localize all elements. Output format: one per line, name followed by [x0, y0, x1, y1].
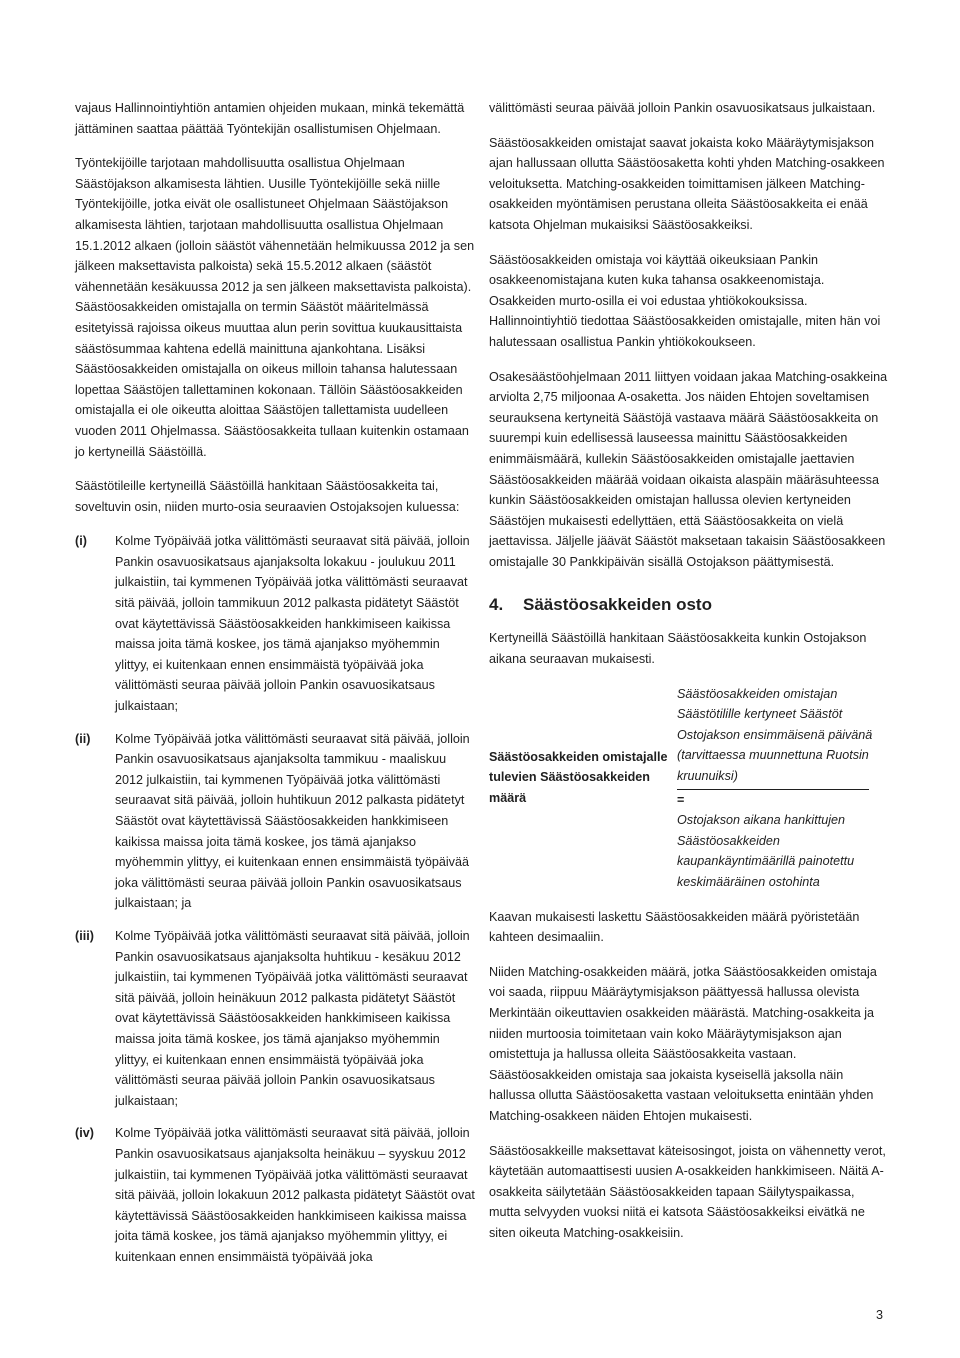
formula-fraction — [677, 684, 889, 893]
paragraph: Niiden Matching-osakkeiden määrä, jotka Säästöosakkeiden omistaja voi saada, riippuu Määräytymisjakson päättyessä hallussa olevista Merkintään oikeuttavien osakkeiden määrästä. Matching-osakkeita ja niiden murtoosia toimitetaan vain koko Määräytymisjakson ajan omistettuja ja hallussa olleita Säästöosakkeita vastaan. Säästöosakkeiden omistaja saa jokaista kyseisellä jaksolla näin hallussa ollutta Säästöosaketta vastaan veloituksetta enintään yhden Matching-osakkeen näiden Ehtojen mukaisesti. — [489, 964, 877, 1123]
formula-equals: = — [677, 789, 869, 811]
left-column — [75, 98, 475, 1279]
paragraph: vajaus Hallinnointiyhtiön antamien ohjeiden mukaan, minkä tekemättä jättäminen saattaa päättää Työntekijän osallistumisen Ohjelmaan. — [75, 101, 465, 136]
list-item — [75, 1123, 475, 1267]
formula-numerator: Säästöosakkeiden omistajan Säästötilille kertyneet Säästöt Ostojakson ensimmäisenä päivänä (tarvittaessa muunnettuna Ruotsin kruunuiksi) — [677, 686, 873, 784]
paragraph: Kaavan mukaisesti laskettu Säästöosakkeiden määrä pyöristetään kahteen desimaaliin. — [489, 909, 860, 945]
paragraph: Säästöosakkeiden omistajat saavat jokaista koko Määräytymisjakson ajan hallussaan ollutta Säästöosaketta kohti yhden Matching-osakkeen veloituksetta. Matching-osakkeiden toimittamisen jälkeen Matching-osakkeiden myöntämisen perustana olleita Säästöosakkeita ei enää katsota Ohjelman mukaisiksi Säästöosakkeiksi. — [489, 135, 885, 232]
paragraph: Työntekijöille tarjotaan mahdollisuutta osallistua Ohjelmaan Säästöjakson alkamisesta lähtien. Uusille Työntekijöille sekä niille Työntekijöille, jotka eivät ole osallistuneet Ohjelmaan Säästöjakson alkamisesta lähtien, tarjotaan mahdollisuutta osallistua Ohjelmaan 15.1.2012 alkaen (jolloin säästöt vähennetään helmikuussa 2012 ja sen jälkeen maksettavista palkoista) sekä 15.5.2012 alkaen (säästöt vähennetään kesäkuussa 2012 ja sen jälkeen maksettavista palkoista). Säästöosakkeiden omistajalla on termin Säästöt määritelmässä esitetyissä rajoissa oikeus muuttaa alun perin sovittua kuukausittaista säästösummaa kahtena edellä mainittuna ajankohtana. Lisäksi Säästöosakkeiden omistajalla on oikeus milloin tahansa halutessaan lopettaa Säästöjen tallettaminen kokonaan. Tällöin Säästöosakkeiden omistajalla ei ole oikeutta aloittaa Säästöjen tallettamista uudelleen vuoden 2011 Ohjelmassa. Säästöosakkeita tullaan kuitenkin ostamaan jo kertyneillä Säästöillä. — [75, 156, 475, 459]
paragraph: Säästöosakkeille maksettavat käteisosingot, joista on vähennetty verot, käytetään automaattisesti uusien A-osakkeiden hankkimiseen. Näitä A-osakkeita säilytetään Säästöosakkeiden tapaan Säilytyspaikassa, mutta selvyyden vuoksi niitä ei katsota Säästöosakkeiksi eivätkä ne siten oikeuta Matching-osakkeisiin. — [489, 1143, 886, 1240]
list-item — [75, 729, 475, 914]
list-text: Kolme Työpäivää jotka välittömästi seuraavat sitä päivää, jolloin Pankin osavuosikatsaus ajanjaksolta huhtikuu - kesäkuu 2012 julkaistiin, tai kymmenen Työpäivää jotka välittömästi seuraavat sitä päivää, jolloin heinäkuun 2012 palkasta pidätetyt Säästöt ovat käytettävissä Säästöosakkeiden hankkimiseen kaikissa maissa joita tämä koskee, jos tämä ajanjakso myöhemmin ylittyy, ei kuitenkaan ennen ensimmäistä työpäivää joka välittömästi seuraa päivää jolloin Pankin osavuosikatsaus julkaistaan; — [115, 928, 470, 1108]
paragraph: Säästötileille kertyneillä Säästöillä hankitaan Säästöosakkeita tai, soveltuvin osin, niiden murto-osia seuraavien Ostojaksojen kuluessa: — [75, 479, 460, 514]
formula-label: Säästöosakkeiden omistajalle tulevien Säästöosakkeiden määrä — [489, 749, 668, 805]
list-number: (iii) — [75, 928, 94, 943]
section-number: 4. — [489, 595, 504, 615]
paragraph: Säästöosakkeiden omistaja voi käyttää oikeuksiaan Pankin osakkeenomistajana kuten kuka tahansa osakkeenomistaja. Osakkeiden murto-osilla ei voi edustaa yhtiökokouksissa. Hallinnointiyhtiö tiedottaa Säästöosakkeiden omistajalle, miten hän voi halutessaan osallistua Pankin yhtiökokoukseen. — [489, 252, 881, 349]
list-item — [75, 531, 475, 716]
list-item — [75, 926, 475, 1111]
right-column — [489, 98, 889, 1258]
section-title: Säästöosakkeiden osto — [523, 595, 712, 615]
paragraph: Osakesäästöohjelmaan 2011 liittyen voidaan jakaa Matching-osakkeina arviolta 2,75 miljoonaa A-osaketta. Jos näiden Ehtojen soveltamisen seurauksena kertyneitä Säästöjä vastaava määrä Säästöosakkeita on suurempi kuin edellisessä lauseessa mainittu Säästöosakkeiden enimmäismäärä, kullekin Säästöosakkeiden omistajalle jaettavien Säästöosakkeiden määrää voidaan oikaista alaspäin määräsuhteessa kunkin Säästöosakkeiden omistajan hallussa olevien kertyneiden Säästöjen mukaisesti edellyttäen, että Säästöosakkeita on vielä jaettavissa. Jäljelle jäävät Säästöt maksetaan takaisin Säästöosakkeen omistajalle 30 Pankkipäivän sisällä Ostojakson päättymisestä. — [489, 369, 888, 569]
list-text: Kolme Työpäivää jotka välittömästi seuraavat sitä päivää, jolloin Pankin osavuosikatsaus ajanjaksolta tammikuu - maaliskuu 2012 julkaistiin, tai kymmenen Työpäivää jotka välittömästi seuraavat sitä päivää, jolloin huhtikuun 2012 palkasta pidätetyt Säästöt ovat käytettävissä Säästöosakkeiden hankkimiseen kaikissa maissa joita tämä koskee, jos tämä ajanjakso myöhemmin ylittyy, ei kuitenkaan ennen ensimmäistä työpäivää joka välittömästi seuraa päivää jolloin Pankin osavuosikatsaus julkaistaan; ja — [115, 731, 470, 911]
page-number: 3 — [876, 1308, 884, 1322]
paragraph: Kertyneillä Säästöillä hankitaan Säästöosakkeita kunkin Ostojakson aikana seuraavan mukaisesti. — [489, 631, 867, 667]
list-text: Kolme Työpäivää jotka välittömästi seuraavat sitä päivää, jolloin Pankin osavuosikatsaus ajanjaksolta heinäkuu – syyskuu 2012 julkaistiin, tai kymmenen Työpäivää jotka välittömästi seuraavat sitä päivää, jolloin lokakuun 2012 palkasta pidätetyt Säästöt ovat käytettävissä Säästöosakkeiden hankkimiseen kaikissa maissa joita tämä koskee, jos tämä ajanjakso myöhemmin ylittyy, ei kuitenkaan ennen ensimmäistä työpäivää joka — [115, 1126, 475, 1264]
list-text: Kolme Työpäivää jotka välittömästi seuraavat sitä päivää, jolloin Pankin osavuosikatsaus ajanjaksolta lokakuu - joulukuu 2011 julkaistiin, tai kymmenen Työpäivää jotka välittömästi seuraavat sitä päivää, jolloin tammikuun 2012 palkasta pidätetyt Säästöt ovat käytettävissä Säästöosakkeiden hankkimiseen kaikissa maissa joita tämä koskee, jos tämä ajanjakso myöhemmin ylittyy, ei kuitenkaan ennen ensimmäistä työpäivää joka välittömästi seuraa päivää jolloin Pankin osavuosikatsaus julkaistaan; — [115, 534, 470, 714]
formula-denominator: Ostojakson aikana hankittujen Säästöosakkeiden kaupankäyntimäärillä painotettu keskimääräinen ostohinta — [677, 813, 855, 889]
section-heading — [489, 594, 889, 616]
list-number: (iv) — [75, 1126, 94, 1141]
list-number: (i) — [75, 534, 87, 549]
list-number: (ii) — [75, 731, 91, 746]
formula — [489, 684, 889, 893]
paragraph: välittömästi seuraa päivää jolloin Pankin osavuosikatsaus julkaistaan. — [489, 101, 876, 115]
